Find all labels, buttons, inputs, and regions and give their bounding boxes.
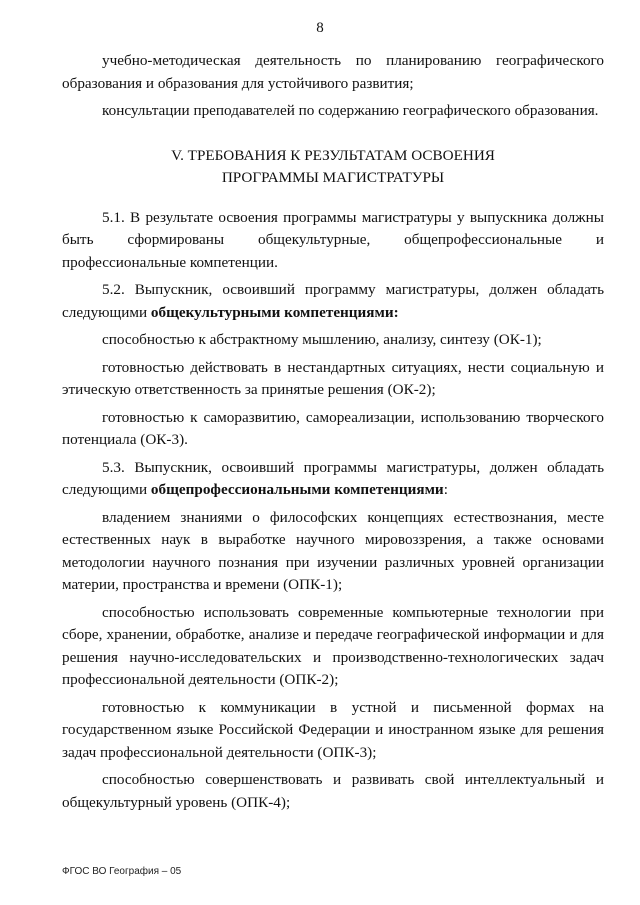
paragraph-5-2-bold: общекультурными компетенциями: (150, 303, 399, 321)
competence-ok-2: готовностью действовать в нестандартных ситуациях, нести социальную и этическую ответственность за принятые решения (ОК-2); (62, 358, 604, 398)
competence-opk-2: способностью использовать современные компьютерные технологии при сборе, хранении, обработке, анализе и передаче географической информации и для решения научно-исследовательских и производственно-технологических задач профессиональной деятельности (ОПК-2); (62, 603, 604, 688)
paragraph-5-2 (62, 279, 604, 324)
paragraph-consultations: консультации преподавателей по содержанию географического образования. (102, 102, 599, 119)
paragraph-5-1: 5.1. В результате освоения программы магистратуры у выпускника должны быть сформированы общекультурные, общепрофессиональные и профессиональные компетенции. (62, 208, 604, 271)
section-heading-line1: V. ТРЕБОВАНИЯ К РЕЗУЛЬТАТАМ ОСВОЕНИЯ (171, 146, 495, 164)
paragraph-5-3-bold: общепрофессиональными компетенциями (150, 481, 444, 498)
page-number: 8 (316, 20, 324, 36)
competence-opk-4: способностью совершенствовать и развивать свой интеллектуальный и общекультурный уровень (ОПК-4); (62, 771, 604, 811)
competence-ok-1: способностью к абстрактному мышлению, анализу, синтезу (ОК-1); (102, 331, 542, 348)
competence-opk-3: готовностью к коммуникации в устной и письменной формах на государственном языке Российской Федерации и иностранном языке для решения задач профессиональной деятельности (ОПК-3); (62, 698, 604, 761)
paragraph-activity: учебно-методическая деятельность по планированию географического образования и образования для устойчивого развития; (62, 52, 604, 92)
document-body (62, 50, 604, 819)
paragraph-5-3-tail: : (443, 481, 448, 498)
competence-opk-1: владением знаниями о философских концепциях естествознания, месте естественных наук в выработке научного мировоззрения, а также основами методологии научного познания при изучении различных уровней организации материи, пространства и времени (ОПК-1); (62, 508, 604, 593)
paragraph-5-2-intro: 5.2. Выпускник, освоивший программу магистратуры, должен обладать следующими (62, 281, 604, 321)
competence-ok-3: готовностью к саморазвитию, самореализации, использованию творческого потенциала (ОК-3). (62, 408, 604, 448)
section-heading (62, 145, 604, 189)
paragraph-5-3 (62, 457, 604, 502)
page-footer: ФГОС ВО География – 05 (62, 866, 182, 877)
section-heading-line2: ПРОГРАММЫ МАГИСТРАТУРЫ (221, 168, 445, 186)
paragraph-5-3-intro: 5.3. Выпускник, освоивший программы магистратуры, должен обладать следующими (62, 458, 604, 498)
